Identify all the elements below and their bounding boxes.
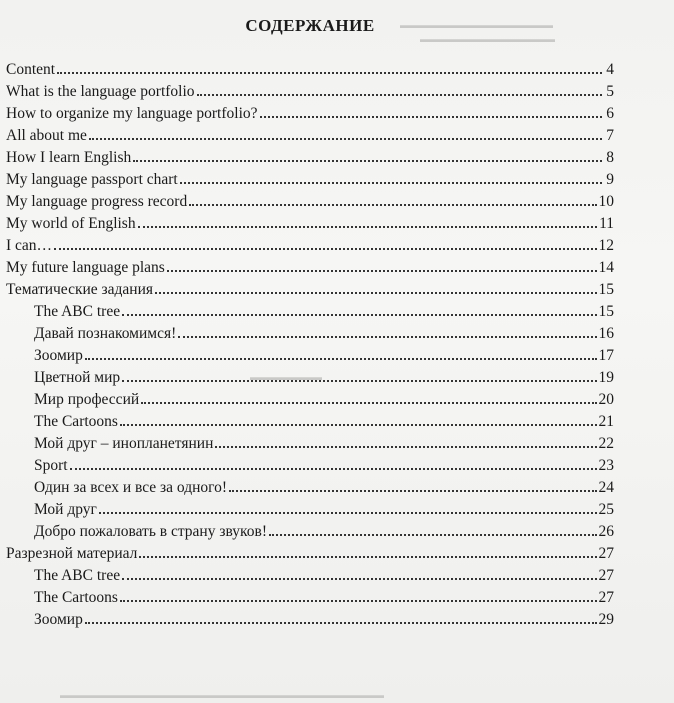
toc-entry [6,451,614,473]
toc-entry-title: Зоомир [34,346,83,364]
toc-entry-page-number: 16 [598,324,614,342]
dot-leader [122,314,596,316]
show-through-texture: ▬▬▬▬▬▬▬▬▬▬▬▬▬▬▬▬▬ [400,20,553,30]
toc-entry-page-number: 29 [598,610,614,628]
toc-entry-title: The Cartoons [34,588,118,606]
toc-entry-title: All about me [6,126,87,144]
dot-leader [70,468,597,470]
show-through-texture: ▬▬▬▬▬▬▬▬ [250,372,322,382]
toc-entry-page-number: 26 [598,522,614,540]
toc-entry-page-number: 4 [606,60,614,78]
toc-entry [6,495,614,517]
toc-entry [6,231,614,253]
dot-leader [133,160,602,162]
toc-entry [6,77,614,99]
toc-entry-page-number: 25 [598,500,614,518]
toc-entry-page-number: 17 [598,346,614,364]
toc-entry [6,143,614,165]
toc-entry [6,429,614,451]
dot-leader [189,204,596,206]
dot-leader [120,424,597,426]
toc-entry [6,187,614,209]
toc-entry-title: What is the language portfolio [6,82,195,100]
toc-entry-title: Давай познакомимся! [34,324,177,342]
toc-entry [6,253,614,275]
toc-entry-page-number: 20 [598,390,614,408]
toc-entry-title: My language progress record [6,192,188,210]
toc-entry [6,275,614,297]
dot-leader [180,182,602,184]
toc-entry-title: Зоомир [34,610,83,628]
toc-entry [6,297,614,319]
toc-entry-page-number: 21 [598,412,614,430]
dot-leader [57,72,602,74]
toc-entry [6,561,614,583]
toc-entry-page-number: 22 [598,434,614,452]
dot-leader [99,512,597,514]
toc-entry-page-number: 11 [599,214,614,232]
dot-leader [269,534,597,536]
dot-leader [85,358,597,360]
toc-entry [6,121,614,143]
toc-entry-page-number: 15 [598,280,614,298]
toc-entry-title: How I learn English [6,148,132,166]
show-through-texture: ▬▬▬▬▬▬▬▬▬▬▬▬▬▬▬▬▬▬▬▬▬▬▬▬▬▬▬▬▬▬▬▬▬▬▬▬ [60,690,384,700]
page-title: СОДЕРЖАНИЕ [245,16,375,35]
toc-entry-page-number: 19 [598,368,614,386]
toc-entry [6,209,614,231]
toc-entry [6,517,614,539]
toc-entry [6,55,614,77]
dot-leader [155,292,596,294]
toc-entry-title: My language passport chart [6,170,178,188]
toc-entry-page-number: 9 [606,170,614,188]
dot-leader [215,446,596,448]
toc-entry-title: Content [6,60,56,78]
dot-leader [138,226,597,228]
toc-entry-title: My future language plans [6,258,165,276]
dot-leader [89,138,602,140]
toc-entry-page-number: 24 [598,478,614,496]
toc-entry-page-number: 27 [598,544,614,562]
toc-entry-title: Мой друг – инопланетянин [34,434,214,452]
dot-leader [141,402,596,404]
toc-entry-title: Цветной мир [34,368,121,386]
toc-entry [6,539,614,561]
dot-leader [120,600,597,602]
toc-entry-page-number: 27 [598,588,614,606]
toc-entry [6,385,614,407]
toc-entry-title: How to organize my language portfolio? [6,104,258,122]
toc-entry [6,605,614,627]
toc-entry-page-number: 10 [598,192,614,210]
show-through-texture: ▬▬▬▬▬▬▬▬▬▬▬▬▬▬▬ [420,34,555,44]
dot-leader [85,622,597,624]
toc-entry-page-number: 5 [606,82,614,100]
toc-entry-title: Мой друг [34,500,97,518]
toc-entry [6,319,614,341]
toc-entry [6,341,614,363]
toc-entry-page-number: 23 [598,456,614,474]
toc-entry-title: Мир профессий [34,390,140,408]
dot-leader [178,336,596,338]
dot-leader [229,490,596,492]
toc-entry-title: The ABC tree [34,302,121,320]
toc-entry [6,165,614,187]
toc-entry [6,473,614,495]
toc-entry-title: The Cartoons [34,412,118,430]
dot-leader [167,270,597,272]
toc-entry [6,363,614,385]
toc-entry-page-number: 27 [598,566,614,584]
toc-entry [6,407,614,429]
toc-entry-title: My world of English [6,214,136,232]
toc-entry [6,583,614,605]
toc-entry-title: Разрезной материал [6,544,138,562]
toc-entry [6,99,614,121]
table-of-contents [6,55,614,627]
toc-entry-page-number: 6 [606,104,614,122]
toc-entry-title: The ABC tree [34,566,121,584]
dot-leader [139,556,596,558]
dot-leader [122,380,596,382]
toc-entry-page-number: 12 [598,236,614,254]
dot-leader [260,116,602,118]
dot-leader [54,248,596,250]
toc-entry-title: I can… [6,236,53,254]
dot-leader [122,578,596,580]
toc-entry-page-number: 8 [606,148,614,166]
dot-leader [197,94,602,96]
toc-entry-title: Sport [34,456,68,474]
toc-entry-title: Добро пожаловать в страну звуков! [34,522,267,540]
toc-entry-title: Тематические задания [6,280,154,298]
toc-entry-page-number: 14 [598,258,614,276]
toc-entry-page-number: 15 [598,302,614,320]
toc-entry-title: Один за всех и все за одного! [34,478,228,496]
toc-entry-page-number: 7 [606,126,614,144]
